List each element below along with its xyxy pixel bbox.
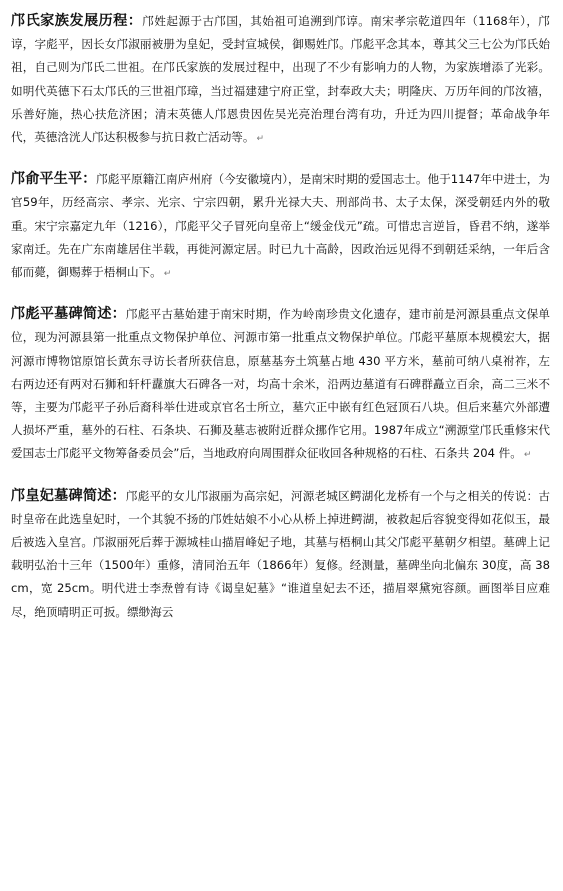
section-biography [11,168,550,286]
section-body: 邝姓起源于古邝国，其始祖可追溯到邝谆。南宋孝宗乾道四年（1168年），邝谆，字彪平，因长女邝淑丽被册为皇妃，受封宣城侯，御赐姓邝。邝彪平念其本，尊其父三七公为邝氏始祖，自己则为邝氏二世祖。在邝氏家族的发展过程中，出现了不少有影响力的人物，为家族增添了光彩。如明代英德下石太邝氏的三世祖邝璋，当过福建建宁府正堂，封奉政大夫；明隆庆、万历年间的邝汝禧，乐善好施，热心扶危济困；清末英德人邝恩贵因佐吴光亮治理台湾有功，升迁为四川提督；革命战争年代，英德浛洸人邝达积极参与抗日救亡活动等。 [11,14,550,145]
paragraph-mark-icon: ↵ [523,450,532,461]
paragraph-mark-icon: ↵ [163,269,172,280]
section-heading: 邝彪平墓碑简述： [11,306,127,323]
section-body: 邝彪平原籍江南庐州府（今安徽境内），是南宋时期的爱国志士。他于1147年中进士，为官59年，历经高宗、孝宗、光宗、宁宗四朝，累升光禄大夫、刑部尚书、太子太保，深受朝廷内外的敬重。宋宁宗嘉定九年（1216），邝彪平父子冒死向皇帝上“缓金伐元”疏。可惜忠言逆旨，昏君不纳，遂举家南迁。先在广东南雄居住半载，再徙河源定居。时已九十高龄，因政治远见得不到朝廷采纳，一年后含郁而薨，御赐葬于梧桐山下。 [11,172,550,280]
section-tomb-description [11,303,550,467]
section-heading: 邝俞平生平： [11,171,97,188]
section-family-history [11,10,550,151]
paragraph-mark-icon: ↵ [256,134,265,145]
section-body: 邝彪平古墓始建于南宋时期，作为岭南珍贵文化遗存，建市前是河源县重点文保单位，现为河源县第一批重点文物保护单位、河源市第一批重点文物保护单位。邝彪平墓原本规模宏大，据河源市博物馆原馆长黄东寻访长者所获信息，原墓基夯土筑墓占地 430 平方米，墓前可纳八桌祔祚，左右两边还有两对石狮和轩杆纛旗大石碑各一对，均高十余米，沿两边墓道有石碑群矗立百余，高二三米不等，主要为邝彪平子孙后裔科举仕进或京官名士所立，墓穴正中嵌有红色冠顶石八块。但后来墓穴外部遭人损坏严重，墓外的石柱、石条块、石狮及墓志被附近群众挪作它用。1987年成立“溯源堂邝氏重修宋代爱国志士邝彪平文物筹备委员会”后，当地政府向周围群众征收回各种规格的石柱、石条共 204 件。 [11,307,550,461]
section-body: 邝彪平的女儿邝淑丽为高宗妃，河源老城区鳄湖化龙桥有一个与之相关的传说：古时皇帝在此选皇妃时，一个其貌不扬的邝姓姑娘不小心从桥上掉进鳄湖，被救起后容貌变得如花似玉，最后被选入皇宫。邝淑丽死后葬于源城桂山描眉峰妃子地，其墓与梧桐山其父邝彪平墓朝夕相望。墓碑上记载明弘治十三年（1500年）重修，清同治五年（1866年）复修。经测量，墓碑坐向北偏东 30度，高 38cm，宽 25cm。明代进士李焘曾有诗《谒皇妃墓》“谁道皇妃去不还，描眉翠黛宛容颜。画图举目应难尽，绝顶晴明正可扳。缥缈海云 [11,488,550,619]
section-heading: 邝氏家族发展历程： [11,13,143,29]
section-heading: 邝皇妃墓碑简述： [11,487,127,504]
section-consort-tomb [11,485,550,624]
